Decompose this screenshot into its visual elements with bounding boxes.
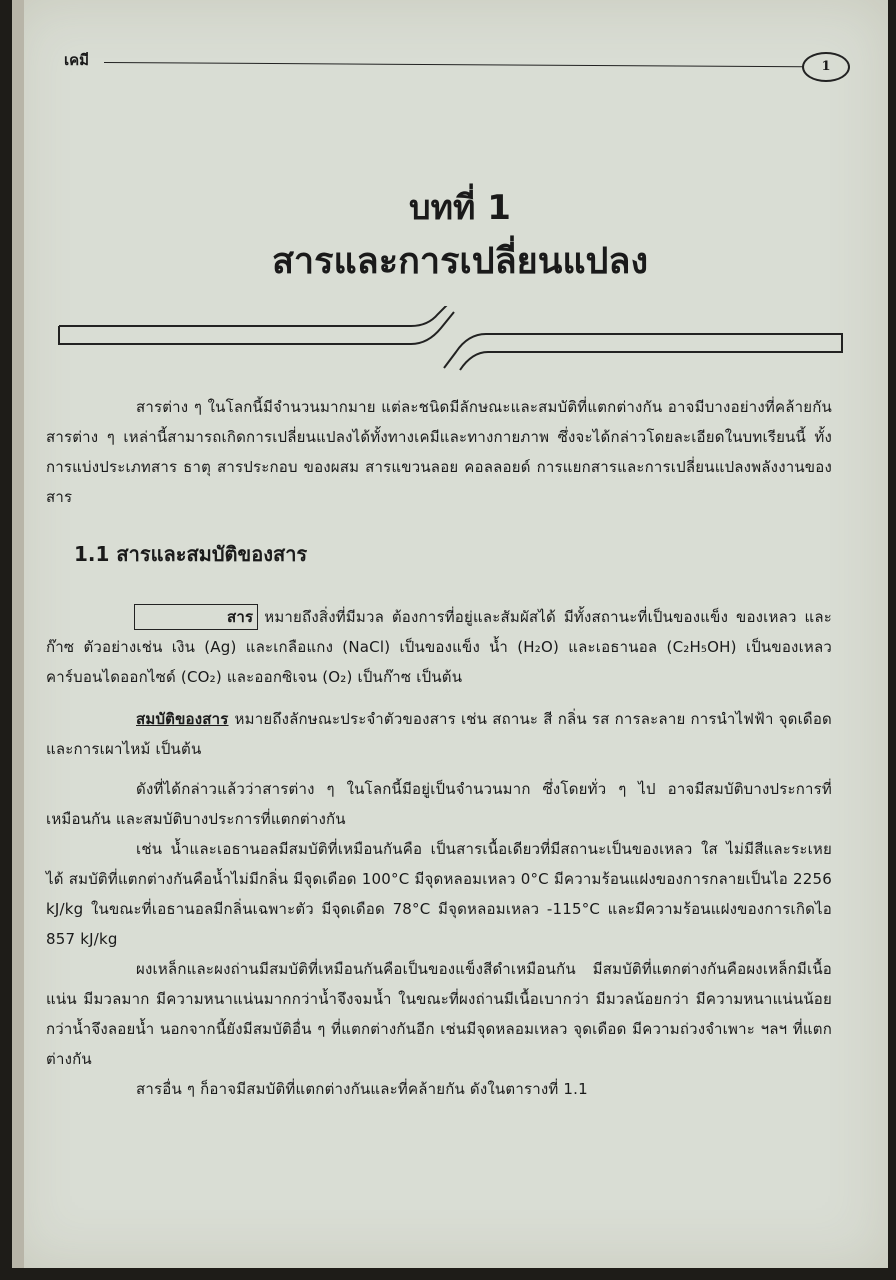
header-rule bbox=[104, 62, 804, 67]
definition-substance bbox=[46, 602, 832, 692]
paragraph-general: ดังที่ได้กล่าวแล้วว่าสารต่าง ๆ ในโลกนี้มีอยู่เป็นจำนวนมาก ซึ่งโดยทั่ว ๆ ไป อาจมีสมบัติบางประการที่เหมือนกัน และสมบัติบางประการที่แตกต่างกัน bbox=[46, 780, 832, 828]
definition-substance-text: หมายถึงสิ่งที่มีมวล ต้องการที่อยู่และสัมผัสได้ มีทั้งสถานะที่เป็นของแข็ง ของเหลว และก๊าซ ตัวอย่างเช่น เงิน (Ag) และเกลือแกง (NaCl) เป็นของแข็ง น้ำ (H₂O) และเอธานอล (C₂H₅OH) เป็นของเหลว คาร์บอนไดออกไซด์ (CO₂) และออกซิเจน (O₂) เป็นก๊าซ เป็นต้น bbox=[46, 608, 832, 686]
book-page bbox=[12, 0, 888, 1268]
chapter-number: บทที่ 1 bbox=[409, 188, 511, 228]
term-property: สมบัติของสาร bbox=[136, 710, 229, 728]
intro-paragraph: สารต่าง ๆ ในโลกนี้มีจำนวนมากมาย แต่ละชนิดมีลักษณะและสมบัติที่แตกต่างกัน อาจมีบางอย่างที่คล้ายกัน สารต่าง ๆ เหล่านี้สามารถเกิดการเปลี่ยนแปลงได้ทั้งทางเคมีและทางกายภาพ ซึ่งจะได้กล่าวโดยละเอียดในบทเรียนนี้ ทั้งการแบ่งประเภทสาร ธาตุ สารประกอบ ของผสม สารแขวนลอย คอลลอยด์ การแยกสารและการเปลี่ยนแปลงพลังงานของสาร bbox=[46, 398, 832, 506]
term-substance: สาร bbox=[134, 604, 258, 630]
definition-property bbox=[46, 704, 832, 764]
paragraph-table-reference: สารอื่น ๆ ก็อาจมีสมบัติที่แตกต่างกันและที่คล้ายกัน ดังในตารางที่ 1.1 bbox=[136, 1080, 588, 1098]
definition-property-text: หมายถึงลักษณะประจำตัวของสาร เช่น สถานะ สี กลิ่น รส การละลาย การนำไฟฟ้า จุดเดือดและการเผาไหม้ เป็นต้น bbox=[46, 710, 832, 758]
paragraph-water-ethanol: เช่น น้ำและเอธานอลมีสมบัติที่เหมือนกันคือ เป็นสารเนื้อเดียวที่มีสถานะเป็นของเหลว ใส ไม่มีสีและระเหยได้ สมบัติที่แตกต่างกันคือน้ำไม่มีกลิ่น มีจุดเดือด 100°C มีจุดหลอมเหลว 0°C มีความร้อนแฝงของการกลายเป็นไอ 2256 kJ/kg ในขณะที่เอธานอลมีกลิ่นเฉพาะตัว มีจุดเดือด 78°C มีจุดหลอมเหลว -115°C และมีความร้อนแฝงของการเกิดไอ 857 kJ/kg bbox=[46, 840, 832, 948]
chapter-title: สารและการเปลี่ยนแปลง bbox=[271, 241, 649, 282]
chapter-banner-divider bbox=[56, 306, 846, 378]
section-heading: 1.1 สารและสมบัติของสาร bbox=[74, 542, 308, 566]
paragraph-iron-charcoal: ผงเหล็กและผงถ่านมีสมบัติที่เหมือนกันคือเป็นของแข็งสีดำเหมือนกัน มีสมบัติที่แตกต่างกันคือผงเหล็กมีเนื้อแน่น มีมวลมาก มีความหนาแน่นมากกว่าน้ำจึงจมน้ำ ในขณะที่ผงถ่านมีเนื้อเบากว่า มีมวลน้อยกว่า มีความหนาแน่นน้อยกว่าน้ำจึงลอยน้ำ นอกจากนี้ยังมีสมบัติอื่น ๆ ที่แตกต่างกันอีก เช่นมีจุดหลอมเหลว จุดเดือด มีความถ่วงจำเพาะ ฯลฯ ที่แตกต่างกัน bbox=[46, 960, 832, 1068]
running-header-subject: เคมี bbox=[64, 51, 90, 69]
page-number: 1 bbox=[802, 52, 850, 82]
